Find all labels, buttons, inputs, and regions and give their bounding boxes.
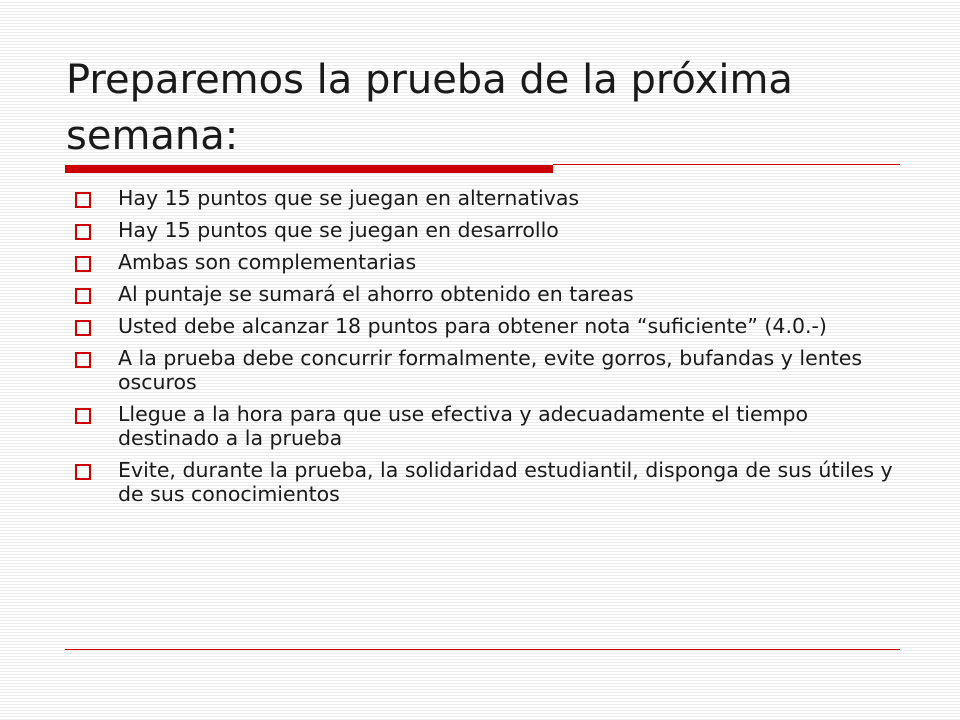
hollow-square-icon bbox=[75, 192, 91, 208]
hollow-square-icon bbox=[75, 288, 91, 304]
list-item bbox=[72, 314, 912, 338]
list-item bbox=[72, 250, 912, 274]
list-item bbox=[72, 218, 912, 242]
hollow-square-icon bbox=[75, 256, 91, 272]
bullet-text: A la prueba debe concurrir formalmente, evite gorros, bufandas y lentes oscuros bbox=[118, 346, 863, 394]
list-item bbox=[72, 346, 912, 394]
bullet-text: Al puntaje se sumará el ahorro obtenido en tareas bbox=[118, 282, 634, 306]
list-item bbox=[72, 458, 912, 506]
bullet-text: Usted debe alcanzar 18 puntos para obtener nota “suficiente” (4.0.-) bbox=[118, 314, 827, 338]
list-item bbox=[72, 186, 912, 210]
bullet-text: Evite, durante la prueba, la solidaridad estudiantil, disponga de sus útiles y de sus conocimientos bbox=[118, 458, 893, 506]
hollow-square-icon bbox=[75, 352, 91, 368]
footer-divider bbox=[65, 649, 900, 650]
bullet-text: Hay 15 puntos que se juegan en desarrollo bbox=[118, 218, 559, 242]
list-item bbox=[72, 402, 912, 450]
title-underline-thick bbox=[65, 165, 553, 173]
bullet-text: Ambas son complementarias bbox=[118, 250, 417, 274]
slide-title: Preparemos la prueba de la próxima semana: bbox=[66, 57, 793, 159]
title-underline-thin bbox=[553, 164, 900, 165]
bullet-text: Hay 15 puntos que se juegan en alternativas bbox=[118, 186, 580, 210]
hollow-square-icon bbox=[75, 408, 91, 424]
hollow-square-icon bbox=[75, 224, 91, 240]
list-item bbox=[72, 282, 912, 306]
bullet-text: Llegue a la hora para que use efectiva y adecuadamente el tiempo destinado a la prueba bbox=[118, 402, 809, 450]
hollow-square-icon bbox=[75, 320, 91, 336]
hollow-square-icon bbox=[75, 464, 91, 480]
bullet-list bbox=[72, 186, 912, 514]
